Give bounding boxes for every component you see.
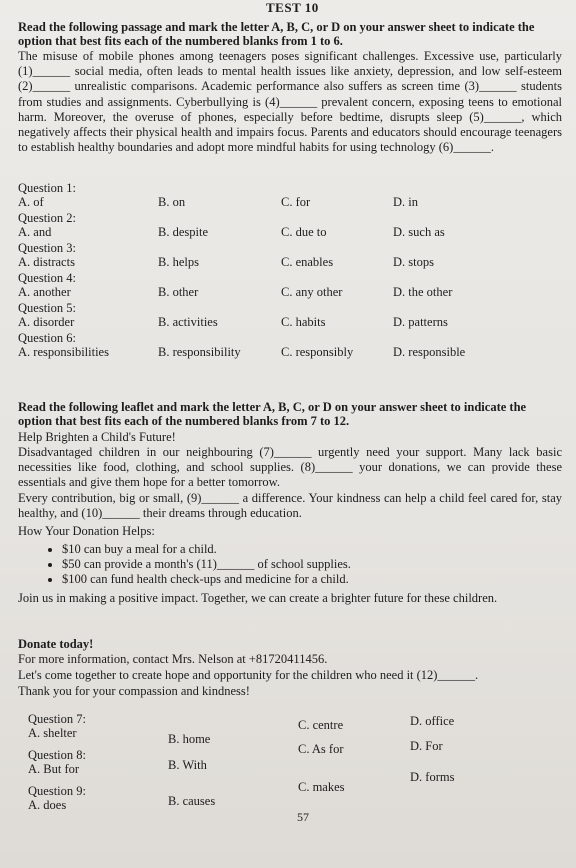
option-c[interactable]: C. makes [298,780,345,794]
option-b[interactable]: B. helps [158,255,199,269]
option-d[interactable]: D. forms [410,770,455,784]
how-heading: How Your Donation Helps: [18,524,155,538]
question-label: Question 6: [18,331,76,345]
option-b[interactable]: B. on [158,195,186,209]
option-c[interactable]: C. centre [298,718,344,732]
option-a[interactable]: A. distracts [18,255,75,269]
section1-questions [18,181,562,361]
option-d[interactable]: D. For [410,739,443,753]
list-item: • $100 can fund health check-ups and medicine for a child. [62,572,562,587]
option-a[interactable]: A. does [28,798,67,812]
question-label: Question 3: [18,241,76,255]
list-item: • $50 can provide a month's (11)______ of school supplies. [62,557,562,572]
question-label: Question 9: [28,784,86,798]
contact-text: For more information, contact Mrs. Nelson at +81720411456. [18,652,328,666]
option-c[interactable]: C. enables [281,255,334,269]
question-label: Question 1: [18,181,76,195]
section2-instruction: Read the following leaflet and mark the letter A, B, C, or D on your answer sheet to indicate the option that best fits each of the numbered blanks from 7 to 12. [18,400,527,428]
option-b[interactable]: B. despite [158,225,208,239]
question-item [18,301,562,331]
option-a[interactable]: A. another [18,285,71,299]
section1-passage: The misuse of mobile phones among teenagers poses significant challenges. Excessive use, particularly (1)______ social media, often leads to mental health issues like anxiety, depression, and low self-esteem (2)______ unrealistic comparisons. Academic performance also suffers as screen time (3)______ students from studies and assignments. Cyberbullying is (4)______ prevalent concern, exposing teens to emotional harm. Moreover, the overuse of phones, especially before bedtime, disrupts sleep (5)______, which negatively affects their physical health and impairs focus. Parents and educators should encourage teenagers to establish healthy boundaries and adopt more mindful habits for using technology (6)______. [18,49,562,155]
option-b[interactable]: B. other [158,285,199,299]
leaflet-title: Help Brighten a Child's Future! [18,430,176,444]
leaflet-para1: Disadvantaged children in our neighbouring (7)______ urgently need your support. Many lack basic necessities like food, clothing, and school supplies. (8)______ your donations, we can provide these essentials and give them hope for a better tomorrow. [18,445,562,490]
together-text: Let's come together to create hope and opportunity for the children who need it (12)______. [18,668,479,682]
question-item [18,331,562,361]
page-number: 57 [297,810,309,824]
option-c[interactable]: C. As for [298,742,344,756]
option-c[interactable]: C. habits [281,315,326,329]
option-a[interactable]: A. shelter [28,726,77,740]
option-d[interactable]: D. office [410,714,455,728]
question-item [18,271,562,301]
option-d[interactable]: D. responsible [393,345,466,359]
option-c[interactable]: C. responsibly [281,345,354,359]
thanks-text: Thank you for your compassion and kindness! [18,684,250,698]
option-a[interactable]: A. disorder [18,315,75,329]
option-d[interactable]: D. patterns [393,315,448,329]
join-text: Join us in making a positive impact. Together, we can create a brighter future for these children. [18,591,498,605]
question-label: Question 7: [28,712,86,726]
option-b[interactable]: B. home [168,732,211,746]
question-item [18,241,562,271]
section1-instruction: Read the following passage and mark the letter A, B, C, or D on your answer sheet to indicate the option that best fits each of the numbered blanks from 1 to 6. [18,20,535,48]
option-a[interactable]: A. But for [28,762,80,776]
option-a[interactable]: A. and [18,225,52,239]
donate-today: Donate today! [18,637,94,651]
option-b[interactable]: B. activities [158,315,218,329]
question-label: Question 2: [18,211,76,225]
option-c[interactable]: C. any other [281,285,343,299]
question-item [18,181,562,211]
question-label: Question 5: [18,301,76,315]
option-d[interactable]: D. stops [393,255,434,269]
option-b[interactable]: B. responsibility [158,345,241,359]
section2-question-9 [28,770,548,814]
question-item [18,211,562,241]
option-b[interactable]: B. causes [168,794,216,808]
option-a[interactable]: A. of [18,195,44,209]
donation-list [18,542,562,587]
option-c[interactable]: C. due to [281,225,327,239]
test-title: TEST 10 [266,0,319,15]
option-d[interactable]: D. in [393,195,418,209]
list-item: • $10 can buy a meal for a child. [62,542,562,557]
question-label: Question 8: [28,748,86,762]
option-d[interactable]: D. such as [393,225,445,239]
option-b[interactable]: B. With [168,758,207,772]
question-label: Question 4: [18,271,76,285]
option-c[interactable]: C. for [281,195,311,209]
option-d[interactable]: D. the other [393,285,453,299]
option-a[interactable]: A. responsibilities [18,345,109,359]
leaflet-para2: Every contribution, big or small, (9)______ a difference. Your kindness can help a child feel cared for, stay healthy, and (10)______ their dreams through education. [18,491,562,521]
